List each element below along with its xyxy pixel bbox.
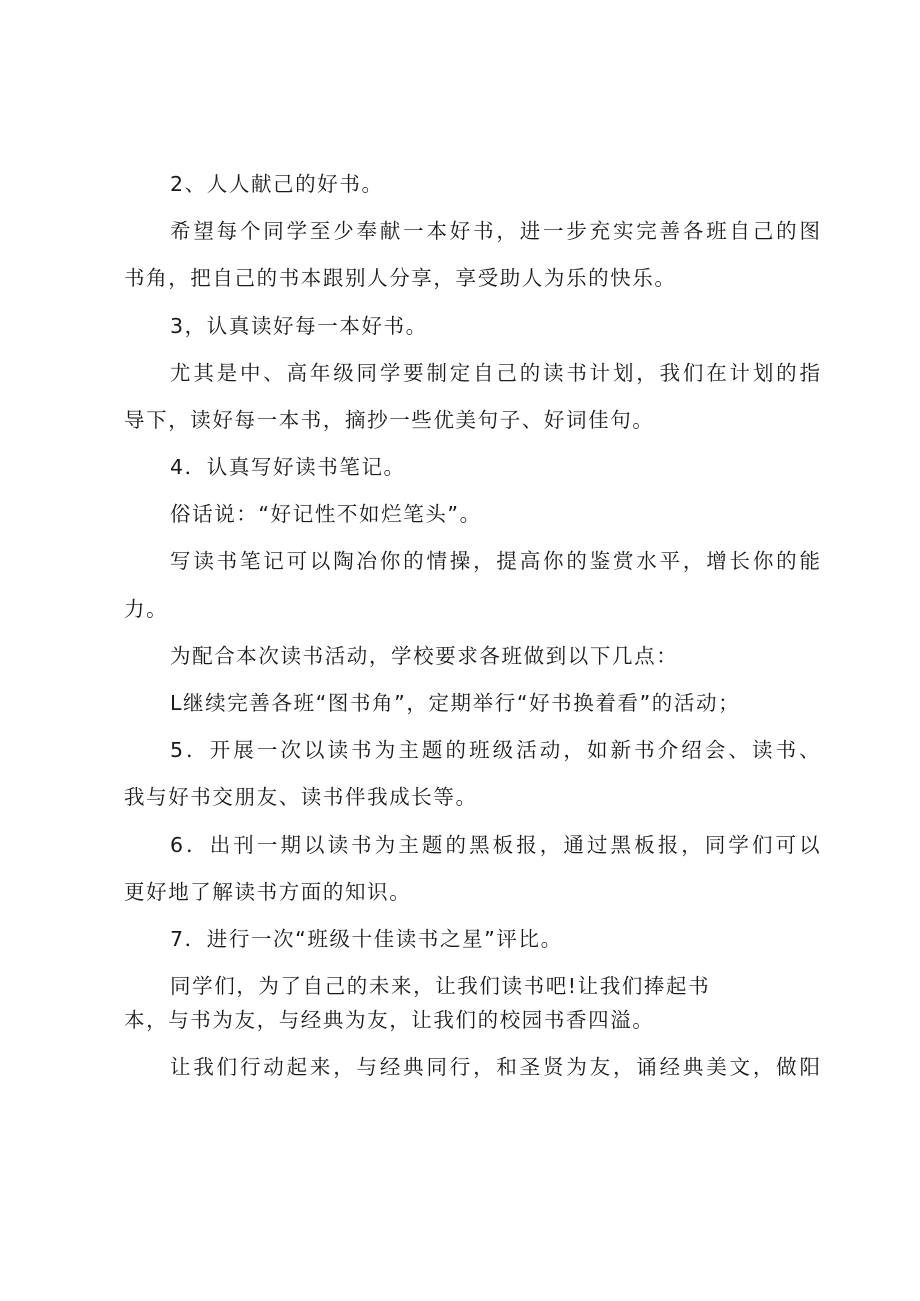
text-glyph: 的 [445,738,466,762]
text-glyph: 题 [421,738,443,762]
text-glyph: 提 [496,549,517,573]
text-glyph: 期 [280,833,301,857]
text-glyph: 读 [193,549,214,573]
text-glyph: 以 [309,549,331,573]
text-glyph: 你 [752,549,774,573]
text-glyph: 经 [379,1055,401,1079]
text-glyph: 次 [280,738,301,762]
text-glyph: 赏 [612,549,634,573]
text-glyph: 动 [263,1055,284,1079]
text-glyph: 新 [610,738,632,762]
text-glyph: 在 [706,361,727,385]
text-glyph: 让 [170,1055,191,1079]
text-glyph: 的 [776,549,797,573]
text-glyph: 介 [657,738,679,762]
text-glyph: 圣 [519,1055,541,1079]
text-glyph: 刊 [233,833,254,857]
text-glyph: 友 [589,1055,611,1079]
text-glyph: 级 [333,361,354,385]
text-glyph: 书 [566,361,587,385]
text-glyph: ， [539,833,561,857]
text-glyph: 、 [728,738,749,762]
heading-item-2: 2、人人献己的好书。 [170,172,384,196]
text-glyph: 主 [398,833,419,857]
text-glyph: 一 [543,219,564,243]
text-glyph: 自 [729,219,750,243]
text-glyph: 个 [239,219,261,243]
text-glyph: 高 [286,361,308,385]
text-glyph: 书 [351,738,372,762]
paragraph-line: 导下，读好每一本书，摘抄一些优美句子、好词佳句。 [124,408,655,432]
text-glyph: 同 [263,219,284,243]
text-glyph: 笔 [239,549,261,573]
text-glyph: 学 [728,833,749,857]
paragraph-line: 本，与书为友，与经典为友，让我们的校园书香四溢。 [124,1008,655,1032]
text-glyph: 计 [729,361,750,385]
text-glyph: 步 [566,219,587,243]
text-glyph: ， [681,833,702,857]
text-glyph: 望 [193,219,214,243]
text-glyph: 典 [682,1055,704,1079]
text-glyph: 一 [256,833,278,857]
text-glyph: 中 [239,361,261,385]
text-glyph: 书 [473,219,494,243]
text-glyph: 冶 [356,549,377,573]
text-glyph: 我 [193,1055,214,1079]
text-glyph: 要 [403,361,424,385]
text-glyph: 陶 [333,549,354,573]
text-glyph: 主 [398,738,419,762]
paragraph-line: 同学们，为了自己的未来，让我们读书吧!让我们捧起书 [170,974,711,998]
text-glyph: ， [752,1055,774,1079]
text-glyph: 好 [449,219,471,243]
text-glyph: 读 [327,833,349,857]
text-glyph: 开 [209,738,231,762]
text-glyph: ， [333,1055,354,1079]
text-glyph: 动 [539,738,561,762]
text-glyph: ． [186,833,207,857]
text-glyph: 鉴 [589,549,611,573]
text-glyph: 同 [426,1055,447,1079]
text-glyph: 黑 [469,833,490,857]
text-glyph: 自 [473,361,494,385]
text-glyph: 过 [586,833,608,857]
text-glyph: 我 [659,361,681,385]
list-item-5-line-justified [170,736,820,764]
paragraph-line: 为配合本次读书活动，学校要求各班做到以下几点： [170,644,679,668]
text-glyph: 以 [304,738,325,762]
text-glyph: 可 [286,549,308,573]
text-glyph: 、 [263,361,284,385]
text-glyph: 的 [403,549,424,573]
text-glyph: 通 [563,833,584,857]
text-glyph: 与 [356,1055,377,1079]
text-glyph: 高 [519,549,541,573]
text-glyph: 书 [216,549,238,573]
text-glyph: 为 [374,738,396,762]
text-glyph: 一 [403,219,424,243]
text-glyph: 己 [496,361,517,385]
list-item-6-line: 更好地了解读书方面的知识。 [124,880,412,904]
text-glyph: 你 [379,549,401,573]
text-glyph: 水 [636,549,657,573]
text-glyph: ， [473,549,494,573]
text-glyph: 班 [469,738,490,762]
text-glyph: 长 [729,549,750,573]
text-glyph: 的 [776,219,797,243]
text-glyph: 书 [351,833,372,857]
text-glyph: 充 [589,219,611,243]
text-glyph: 、 [799,738,820,762]
text-glyph: 为 [374,833,396,857]
text-glyph: 每 [216,219,238,243]
text-glyph: 至 [309,219,331,243]
text-glyph: 读 [752,738,773,762]
text-glyph: 书 [634,738,655,762]
text-glyph: 实 [612,219,634,243]
text-glyph: 5 [170,738,184,762]
text-glyph: 指 [799,361,820,385]
text-glyph: 平 [659,549,681,573]
text-glyph: 如 [586,738,608,762]
text-glyph: 行 [449,1055,471,1079]
text-glyph: 奉 [356,219,377,243]
text-glyph: 绍 [681,738,702,762]
text-glyph: 书 [775,738,797,762]
text-glyph: 计 [589,361,611,385]
paragraph-line-justified [170,1053,820,1081]
text-glyph: 以 [799,833,820,857]
text-glyph: 出 [209,833,231,857]
paragraph-line-justified [170,547,820,575]
text-glyph: 的 [445,833,466,857]
text-glyph: 献 [379,219,401,243]
text-glyph: 的 [566,549,587,573]
text-glyph: 文 [729,1055,750,1079]
text-glyph: 尤 [170,361,191,385]
list-item-5-line: 我与好书交朋友、读书伴我成长等。 [124,785,478,809]
text-glyph: 的 [519,361,541,385]
text-glyph: 阳 [799,1055,820,1079]
text-glyph: 黑 [610,833,632,857]
text-glyph: 活 [516,738,537,762]
text-glyph: 定 [449,361,471,385]
text-glyph: 善 [659,219,681,243]
text-glyph: 以 [304,833,325,857]
text-glyph: 增 [706,549,727,573]
list-item-7: 7．进行一次“班级十佳读书之星”评比。 [170,927,563,951]
text-glyph: 其 [193,361,214,385]
text-glyph: 起 [286,1055,308,1079]
text-glyph: 记 [263,549,284,573]
text-glyph: 板 [634,833,655,857]
text-glyph: 们 [216,1055,238,1079]
text-glyph: 读 [543,361,564,385]
text-glyph: 班 [706,219,727,243]
text-glyph: 各 [682,219,704,243]
text-glyph: 图 [799,219,820,243]
text-glyph: 报 [516,833,537,857]
text-glyph: 同 [704,833,726,857]
text-glyph: ， [636,361,657,385]
text-glyph: ， [473,1055,494,1079]
text-glyph: 典 [403,1055,424,1079]
text-glyph: 划 [612,361,634,385]
text-glyph: 操 [449,549,471,573]
list-item-1: L继续完善各班“图书角”，定期举行“好书换着看”的活动； [170,691,741,715]
text-glyph: 来 [309,1055,331,1079]
text-glyph: 进 [519,219,541,243]
text-glyph: ， [496,219,517,243]
heading-item-4: 4．认真写好读书笔记。 [170,455,406,479]
text-glyph: 学 [286,219,308,243]
text-glyph: 的 [776,361,797,385]
text-glyph: 情 [426,549,447,573]
text-glyph: 为 [566,1055,587,1079]
text-glyph: 行 [239,1055,261,1079]
text-glyph: 6 [170,833,184,857]
list-item-6-line-justified [170,831,820,859]
text-glyph: ， [563,738,584,762]
text-glyph: 美 [706,1055,727,1079]
text-glyph: 划 [752,361,774,385]
text-glyph: 己 [752,219,774,243]
text-glyph: ， [682,549,704,573]
text-glyph: 你 [543,549,564,573]
text-glyph: 级 [492,738,514,762]
text-glyph: 一 [256,738,278,762]
text-glyph: 会 [704,738,726,762]
text-glyph: 同 [356,361,377,385]
text-glyph: 可 [775,833,797,857]
text-glyph: 经 [659,1055,681,1079]
text-glyph: 年 [309,361,331,385]
text-glyph: 完 [636,219,657,243]
text-glyph: 做 [776,1055,797,1079]
text-glyph: 题 [421,833,443,857]
text-glyph: 本 [426,219,447,243]
text-glyph: 展 [233,738,254,762]
paragraph-line: 书角，把自己的书本跟别人分享，享受助人为乐的快乐。 [124,266,677,290]
text-glyph: 们 [682,361,704,385]
text-glyph: 和 [496,1055,517,1079]
text-glyph: 制 [426,361,447,385]
text-glyph: ， [612,1055,634,1079]
text-glyph: 少 [333,219,354,243]
text-glyph: 读 [327,738,349,762]
text-glyph: 能 [799,549,820,573]
text-glyph: 们 [752,833,773,857]
paragraph-line-justified [170,359,820,387]
text-glyph: 写 [170,549,191,573]
paragraph-line: 俗话说：“好记性不如烂笔头”。 [170,502,482,526]
text-glyph: 贤 [543,1055,564,1079]
paragraph-line-justified [170,217,820,245]
text-glyph: 学 [379,361,401,385]
text-glyph: 报 [657,833,679,857]
text-glyph: 板 [492,833,514,857]
text-glyph: 希 [170,219,191,243]
heading-item-3: 3，认真读好每一本好书。 [170,314,428,338]
paragraph-line: 力。 [124,597,169,621]
text-glyph: ． [186,738,207,762]
text-glyph: 诵 [636,1055,657,1079]
text-glyph: 是 [216,361,238,385]
